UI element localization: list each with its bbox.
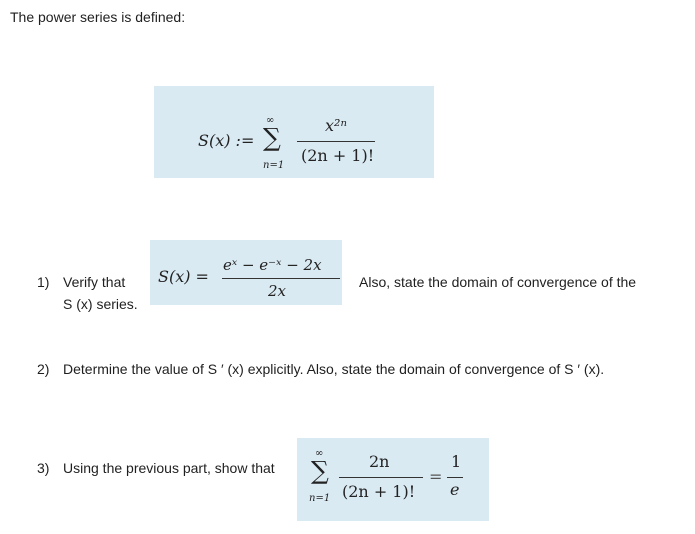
fraction-bar	[297, 141, 375, 142]
item3-formula	[297, 438, 489, 521]
item1-fraction-bar	[222, 278, 340, 279]
fraction-numerator: x²ⁿ	[325, 116, 347, 135]
series-lhs: S(x) :=	[198, 131, 255, 150]
sum-symbol: ∑	[263, 123, 281, 152]
item3-fraction-bar	[339, 477, 423, 478]
item3-rhs-numerator: 1	[451, 452, 462, 471]
item1-formula	[150, 240, 342, 305]
item3-sum-upper-limit: ∞	[315, 448, 324, 459]
item1-prefix: Verify that	[63, 274, 126, 290]
intro-text: The power series is defined:	[10, 9, 186, 25]
item3-sum-lower-limit: n=1	[309, 493, 331, 504]
sum-lower-limit: n=1	[263, 160, 285, 171]
item2-number: 2)	[37, 361, 50, 377]
item2-text: Determine the value of S ′ (x) explicitly. Also, state the domain of convergence of S ′ (x).	[63, 361, 605, 377]
item1-numerator: eˣ − e⁻ˣ − 2x	[223, 256, 322, 274]
item1-lhs: S(x) =	[158, 267, 209, 286]
series-definition-formula	[154, 86, 434, 178]
item1-denominator: 2x	[268, 282, 287, 300]
item3-prefix: Using the previous part, show that	[63, 460, 275, 476]
fraction-denominator: (2n + 1)!	[301, 146, 375, 165]
item3-denominator: (2n + 1)!	[342, 482, 416, 501]
sum-upper-limit: ∞	[266, 115, 275, 126]
item3-equals: =	[429, 467, 443, 486]
item1-continuation: S (x) series.	[63, 296, 138, 312]
item3-rhs-fraction-bar	[447, 477, 463, 478]
item1-number: 1)	[37, 274, 50, 290]
item1-suffix: Also, state the domain of convergence of the	[359, 274, 637, 290]
item3-sum-symbol: ∑	[311, 456, 329, 485]
item3-numerator: 2n	[369, 452, 390, 471]
item3-number: 3)	[37, 460, 50, 476]
item3-rhs-denominator: e	[450, 480, 460, 499]
